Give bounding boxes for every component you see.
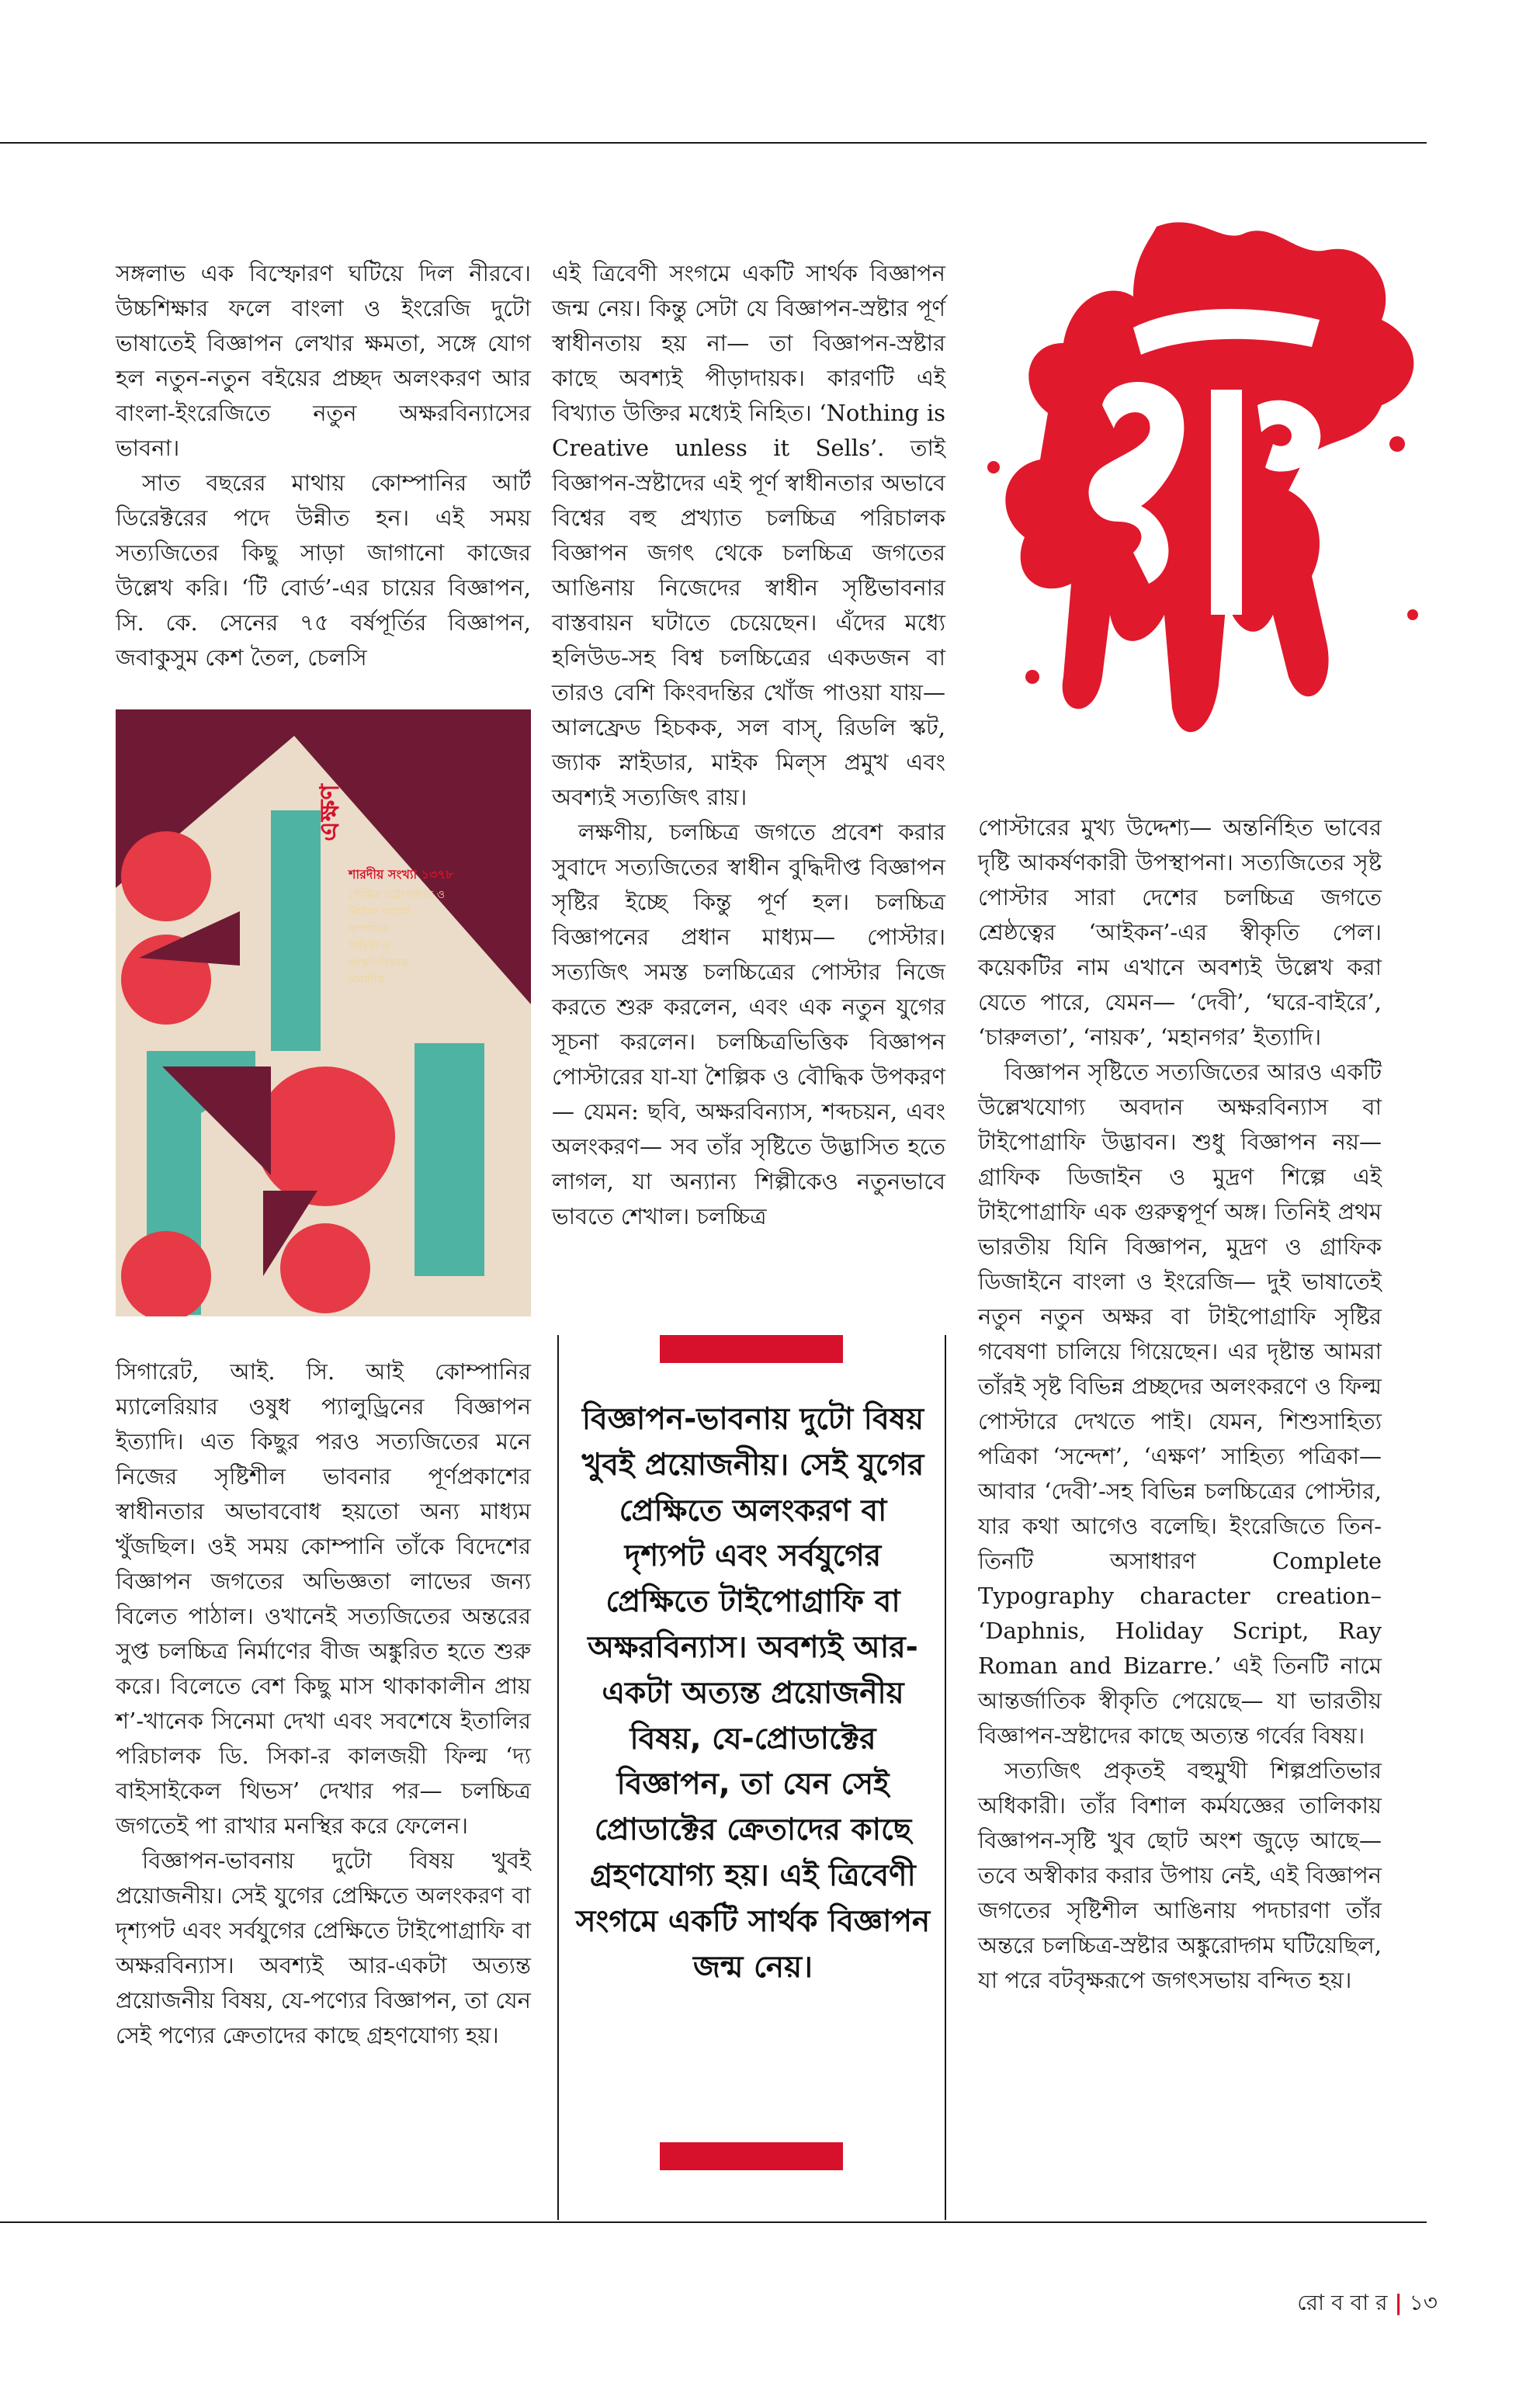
cover-credit-line: নির্মাল্য আচার্য <box>349 906 411 918</box>
pull-quote-top-bar <box>660 1335 843 1363</box>
cover-credit-line: সাহিত্য ও <box>349 940 390 952</box>
cover-credit-line: সম্পাদিত <box>349 923 389 935</box>
cover-issue-label: শারদীয় সংখ্যা ১৩৭৮ <box>349 867 454 882</box>
cover-credit-line: সংস্কৃতিবিষয়ক <box>349 957 409 969</box>
devi-stroke-1 <box>1211 390 1242 615</box>
cover-teal-bar-2 <box>414 1043 484 1276</box>
page-number: ১৩ <box>1409 2290 1438 2315</box>
paragraph: বিজ্ঞাপন সৃষ্টিতে সত্যজিতের আরও একটি উল্লেখযোগ্য অবদান অক্ষরবিন্যাস বা টাইপোগ্রাফি উদ্ভাবন। শুধু বিজ্ঞাপন নয়— গ্রাফিক ডিজাইন ও মুদ্রণ শিল্পে এই টাইপোগ্রাফি এক গুরুত্বপূর্ণ অঙ্গ। তিনিই প্রথম ভারতীয় যিনি বিজ্ঞাপন, মুদ্রণ ও গ্রাফিক ডিজাইনে বাংলা ও ইংরেজি— দুই ভাষাতেই নতুন নতুন অক্ষর বা টাইপোগ্রাফি সৃষ্টির গবেষণা চালিয়ে গিয়েছেন। এর দৃষ্টান্ত আমরা তাঁরই সৃষ্ট বিভিন্ন প্রচ্ছদের অলংকরণে ও ফিল্ম পোস্টারে দেখতে পাই। যেমন, শিশুসাহিত্য পত্রিকা ‘সন্দেশ’, ‘এক্ষণ’ সাহিত্য পত্রিকা— আবার ‘দেবী’-সহ বিভিন্ন চলচ্চিত্রের পোস্টার, যার কথা আগেও বলেছি। ইংরেজিতে তিন-তিনটি অসাধারণ Complete Typography character creation– ‘Daphnis, Holiday Script, Ray Roman and Bizarre.’ এই তিনটি নামে আন্তর্জাতিক স্বীকৃতি পেয়েছে— যা ভারতীয় বিজ্ঞাপন-স্রষ্টাদের কাছে অত্যন্ত গর্বের বিষয়। <box>978 1059 1382 1749</box>
pull-quote-text: বিজ্ঞাপন-ভাবনায় দুটো বিষয় খুবই প্রয়োজনীয়। সেই যুগের প্রেক্ষিতে অলংকরণ বা দৃশ্যপট এবং সর্বযুগের প্রেক্ষিতে টাইপোগ্রাফি বা অক্ষরবিন্যাস। অবশ্যই আর-একটা অত্যন্ত প্রয়োজনীয় বিষয়, যে-প্রোডাক্টের বিজ্ঞাপন, তা যেন সেই প্রোডাক্টের ক্রেতাদের কাছে গ্রহণযোগ্য হয়। এই ত্রিবেণী সংগমে একটি সার্থক বিজ্ঞাপন জন্ম নেয়। <box>575 1402 931 1985</box>
magazine-name: রো ব বা র <box>1297 2290 1388 2315</box>
paragraph: সঙ্গলাভ এক বিস্ফোরণ ঘটিয়ে দিল নীরবে। উচ্চশিক্ষার ফলে বাংলা ও ইংরেজি দুটো ভাষাতেই বিজ্ঞাপন লেখার ক্ষমতা, সঙ্গে যোগ হল নতুন-নতুন বইয়ের প্রচ্ছদ অলংকরণ আর বাংলা-ইংরেজিতে নতুন অক্ষরবিন্যাসের ভাবনা। <box>116 260 531 461</box>
paragraph: সত্যজিৎ প্রকৃতই বহুমুখী শিল্পপ্রতিভার অধিকারী। তাঁর বিশাল কর্মযজ্ঞের তালিকায় বিজ্ঞাপন-সৃষ্টি খুব ছোট অংশ জুড়ে আছে— তবে অস্বীকার করার উপায় নেই, এই বিজ্ঞাপন জগতের সৃষ্টিশীল আঙিনায় পদচারণা তাঁর অন্তরে চলচ্চিত্র-স্রষ্টার অঙ্কুরোদ্গম ঘটিয়েছিল, যা পরে বটবৃক্ষরূপে জগৎসভায় বন্দিত হয়। <box>978 1757 1382 1993</box>
column-3 <box>978 810 1382 1998</box>
cover-masthead: এক্ষণ <box>314 784 345 841</box>
devi-ink-splash <box>1005 222 1413 732</box>
bottom-rule <box>0 2221 1427 2223</box>
paragraph: সিগারেট, আই. সি. আই কোম্পানির ম্যালেরিয়ার ওষুধ প্যালুড্রিনের বিজ্ঞাপন ইত্যাদি। এত কিছুর পরও সত্যজিতের মনে নিজের সৃষ্টিশীল ভাবনার পূর্ণপ্রকাশের স্বাধীনতার অভাববোধ হয়তো অন্য মাধ্যম খুঁজছিল। ওই সময় কোম্পানি তাঁকে বিদেশের বিজ্ঞাপন জগতের অভিজ্ঞতা লাভের জন্য বিলেত পাঠাল। ওখানেই সত্যজিতের অন্তরের সুপ্ত চলচ্চিত্র নির্মাণের বীজ অঙ্কুরিত হতে শুরু করে। বিলেতে বেশ কিছু মাস থাকাকালীন প্রায় শ’-খানেক সিনেমা দেখা এবং সবশেষে ইতালির পরিচালক ডি. সিকা-র কালজয়ী ফিল্ম ‘দ্য বাইসাইকেল থিভস’ দেখার পর— চলচ্চিত্র জগতেই পা রাখার মনস্থির করে ফেলেন। <box>116 1358 531 1839</box>
paragraph: বিজ্ঞাপন-ভাবনায় দুটো বিষয় খুবই প্রয়োজনীয়। সেই যুগের প্রেক্ষিতে অলংকরণ বা দৃশ্যপট এবং সর্বযুগের প্রেক্ষিতে টাইপোগ্রাফি বা অক্ষরবিন্যাস। অবশ্যই আর-একটা অত্যন্ত প্রয়োজনীয় বিষয়, যে-পণ্যের বিজ্ঞাপন, তা যেন সেই পণ্যের ক্রেতাদের কাছে গ্রহণযোগ্য হয়। <box>116 1847 531 2048</box>
devi-poster-artwork <box>962 211 1428 770</box>
cover-teal-bar-1 <box>271 810 321 1051</box>
paragraph: পোস্টারের মুখ্য উদ্দেশ্য— অন্তর্নিহিত ভাবের দৃষ্টি আকর্ষণকারী উপস্থাপনা। সত্যজিতের সৃষ্ট পোস্টার সারা দেশের চলচ্চিত্র জগতে শ্রেষ্ঠত্বের ‘আইকন’-এর স্বীকৃতি পেল। কয়েকটির নাম এখানে অবশ্যই উল্লেখ করা যেতে পারে, যেমন— ‘দেবী’, ‘ঘরে-বাইরে’, ‘চারুলতা’, ‘নায়ক’, ‘মহানগর’ ইত্যাদি। <box>978 814 1382 1050</box>
cover-red-circle-4 <box>280 1223 370 1313</box>
page-footer <box>1297 2286 1438 2322</box>
column-1-bottom <box>116 1354 531 2053</box>
pull-quote-bottom-bar <box>660 2142 843 2170</box>
cover-credit-line: সৌমিত্র চট্টোপাধ্যায় ও <box>349 889 446 901</box>
column-divider-2 <box>945 1335 946 2220</box>
column-divider-1 <box>557 1335 559 2220</box>
devi-poster-image <box>962 211 1428 770</box>
cover-credit-line: বিমাসিক <box>349 974 385 987</box>
cover-red-circle-3 <box>255 1066 395 1206</box>
column-2 <box>552 256 945 1234</box>
cover-red-circle-1 <box>121 831 211 921</box>
footer-separator: | <box>1394 2290 1403 2315</box>
top-rule <box>0 142 1427 144</box>
paragraph: সাত বছরের মাথায় কোম্পানির আর্ট ডিরেক্টরের পদে উন্নীত হন। এই সময় সত্যজিতের কিছু সাড়া জাগানো কাজের উল্লেখ করি। ‘টি বোর্ড’-এর চায়ের বিজ্ঞাপন, সি. কে. সেনের ৭৫ বর্ষপূর্তির বিজ্ঞাপন, জবাকুসুম কেশ তৈল, চেলসি <box>116 470 531 671</box>
ekshan-cover-image <box>116 709 531 1316</box>
paragraph: লক্ষণীয়, চলচ্চিত্র জগতে প্রবেশ করার সুবাদে সত্যজিতের স্বাধীন বুদ্ধিদীপ্ত বিজ্ঞাপন সৃষ্টির ইচ্ছে কিন্তু পূর্ণ হল। চলচ্চিত্র বিজ্ঞাপনের প্রধান মাধ্যম— পোস্টার। সত্যজিৎ সমস্ত চলচ্চিত্রের পোস্টার নিজে করতে শুরু করলেন, এবং এক নতুন যুগের সূচনা করলেন। চলচ্চিত্রভিত্তিক বিজ্ঞাপন পোস্টারের যা-যা শৈল্পিক ও বৌদ্ধিক উপকরণ— যেমন: ছবি, অক্ষরবিন্যাস, শব্দচয়ন, এবং অলংকরণ— সব তাঁর সৃষ্টিতে উদ্ভাসিত হতে লাগল, যা অন্যান্য শিল্পীকেও নতুনভাবে ভাবতে শেখাল। চলচ্চিত্র <box>552 819 945 1229</box>
paragraph: এই ত্রিবেণী সংগমে একটি সার্থক বিজ্ঞাপন জন্ম নেয়। কিন্তু সেটা যে বিজ্ঞাপন-স্রষ্টার পূর্ণ স্বাধীনতায় হয় না— তা বিজ্ঞাপন-স্রষ্টার কাছে অবশ্যই পীড়াদায়ক। কারণটি এই বিখ্যাত উক্তির মধ্যেই নিহিত। ‘Nothing is Creative unless it Sells’. তাই বিজ্ঞাপন-স্রষ্টাদের এই পূর্ণ স্বাধীনতার অভাবে বিশ্বের বহু প্রখ্যাত চলচ্চিত্র পরিচালক বিজ্ঞাপন জগৎ থেকে চলচ্চিত্র জগতের আঙিনায় নিজেদের স্বাধীন সৃষ্টিভাবনার বাস্তবায়ন ঘটাতে চেয়েছেন। এঁদের মধ্যে হলিউড-সহ বিশ্ব চলচ্চিত্রের একডজন বা তারও বেশি কিংবদন্তির খোঁজ পাওয়া যায়— আলফ্রেড হিচকক, সল বাস্, রিডলি স্কট, জ্যাক স্নাইডার, মাইক মিল্স প্রমুখ এবং অবশ্যই সত্যজিৎ রায়। <box>552 260 945 810</box>
cover-credits <box>349 886 445 989</box>
column-1-top <box>116 256 531 675</box>
